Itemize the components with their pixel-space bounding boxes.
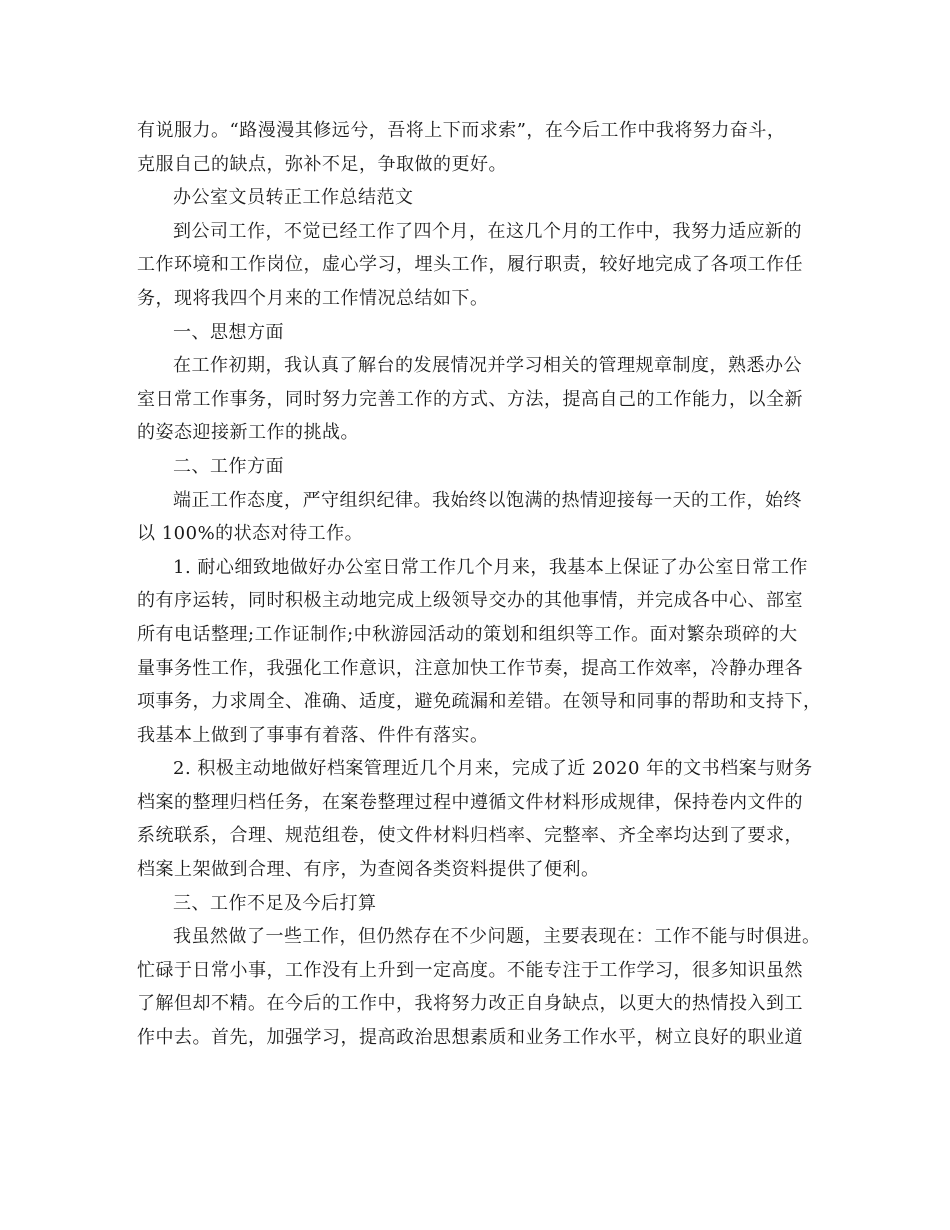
text-line: 的有序运转，同时积极主动地完成上级领导交办的其他事情，并完成各中心、部室 [137,590,803,612]
text-line: 二、工作方面 [173,455,284,477]
document-body [137,114,827,1055]
text-line: 在工作初期，我认真了解台的发展情况并学习相关的管理规章制度，熟悉办公 [173,355,802,377]
text-line: 我虽然做了一些工作，但仍然存在不少问题，主要表现在：工作不能与时俱进。 [173,926,821,948]
text-line: 作中去。首先，加强学习，提高政治思想素质和业务工作水平，树立良好的职业道 [137,1027,803,1049]
text-line: 1. 耐心细致地做好办公室日常工作几个月来，我基本上保证了办公室日常工作 [173,556,808,578]
text-line: 我基本上做到了事事有着落、件件有落实。 [137,724,489,746]
text-line: 三、工作不足及今后打算 [173,892,377,914]
text-line: 项事务，力求周全、准确、适度，避免疏漏和差错。在领导和同事的帮助和支持下， [137,691,822,713]
text-line: 系统联系，合理、规范组卷，使文件材料归档率、完整率、齐全率均达到了要求， [137,825,803,847]
text-line: 一、思想方面 [173,321,284,343]
text-line: 的姿态迎接新工作的挑战。 [137,422,359,444]
text-line: 室日常工作事务，同时努力完善工作的方式、方法，提高自己的工作能力，以全新 [137,388,803,410]
text-line: 量事务性工作，我强化工作意识，注意加快工作节奏，提高工作效率，冷静办理各 [137,657,803,679]
text-line: 办公室文员转正工作总结范文 [173,187,414,209]
text-line: 工作环境和工作岗位，虚心学习，埋头工作，履行职责，较好地完成了各项工作任 [137,254,803,276]
text-line: 端正工作态度，严守组织纪律。我始终以饱满的热情迎接每一天的工作，始终 [173,489,802,511]
text-line: 档案的整理归档任务，在案卷整理过程中遵循文件材料形成规律，保持卷内文件的 [137,791,803,813]
text-line: 所有电话整理;工作证制作;中秋游园活动的策划和组织等工作。面对繁杂琐碎的大 [137,623,798,645]
text-line: 了解但却不精。在今后的工作中，我将努力改正自身缺点，以更大的热情投入到工 [137,993,803,1015]
text-line: 2. 积极主动地做好档案管理近几个月来，完成了近 2020 年的文书档案与财务 [173,758,813,780]
text-line: 档案上架做到合理、有序，为查阅各类资料提供了便利。 [137,859,600,881]
text-line: 克服自己的缺点，弥补不足，争取做的更好。 [137,153,507,175]
text-line: 到公司工作，不觉已经工作了四个月，在这几个月的工作中，我努力适应新的 [173,220,802,242]
text-line: 忙碌于日常小事，工作没有上升到一定高度。不能专注于工作学习，很多知识虽然 [137,959,803,981]
text-line: 有说服力。“路漫漫其修远兮，吾将上下而求索”，在今后工作中我将努力奋斗， [137,120,786,141]
text-line: 务，现将我四个月来的工作情况总结如下。 [137,287,489,309]
text-line: 以 100%的状态对待工作。 [137,523,364,545]
